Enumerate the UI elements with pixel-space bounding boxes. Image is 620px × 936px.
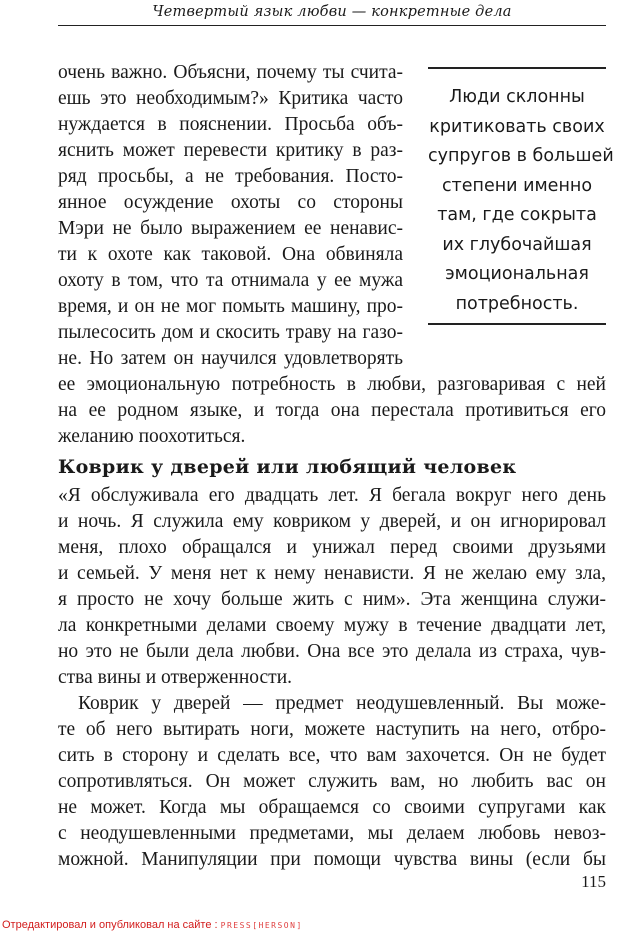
- footer-credit: [2, 919, 303, 931]
- body-line: не может. Когда мы обращаемся со своими супругами как: [58, 797, 606, 818]
- pull-quote-top-rule: [428, 67, 606, 69]
- body-line: Мэри не было выражением ее ненавис-: [58, 218, 403, 239]
- pull-quote: [428, 83, 614, 319]
- pull-quote-line: степени именно: [441, 175, 593, 196]
- pull-quote-line: их глубочайшая: [442, 234, 592, 255]
- body-line: янное осуждение охоты со стороны: [58, 192, 403, 213]
- pull-quote-line: там, где сокрыта: [437, 205, 597, 225]
- body-line: меня, плохо обращался и унижал перед своими друзьями: [58, 537, 606, 558]
- body-line: Коврик у дверей — предмет неодушевленный. Вы може-: [78, 693, 606, 714]
- body-line: и семьей. У меня нет к нему ненависти. Я не желаю ему зла,: [58, 563, 606, 584]
- body-line: желанию поохотиться.: [58, 426, 246, 447]
- body-line: ее эмоциональную потребность в любви, разговаривая с ней: [58, 374, 606, 395]
- section-heading: Коврик у дверей или любящий человек: [58, 456, 517, 478]
- pull-quote-line: Люди склонны: [449, 87, 585, 107]
- body-line: ства вины и отверженности.: [58, 667, 292, 688]
- body-line: я просто не хочу больше жить с ним». Эта женщина служи-: [58, 589, 606, 610]
- pull-quote-line: супругов в большей: [428, 146, 614, 166]
- body-line: пылесосить дом и скосить траву на газо-: [58, 322, 403, 343]
- body-line: ти к охоте как таковой. Она обвиняла: [58, 244, 403, 265]
- body-line: охоту в том, что та отнимала у ее мужа: [58, 270, 403, 291]
- body-line: «Я обслуживала его двадцать лет. Я бегала вокруг него день: [58, 485, 606, 506]
- page-number: 115: [581, 872, 606, 891]
- body-line: не. Но затем он научился удовлетворять: [58, 348, 403, 369]
- body-line: ряд просьбы, а не требования. Посто-: [58, 166, 403, 187]
- body-line: сить в сторону и сделать все, что вам захочется. Он не будет: [58, 745, 606, 766]
- running-header: Четвертый язык любви — конкретные дела: [152, 4, 512, 20]
- body-line: ла конкретными делами своему мужу в течение двадцати лет,: [58, 615, 606, 636]
- body-line: нуждается в пояснении. Просьба объ-: [58, 114, 403, 135]
- credit-text: Отредактировал и опубликовал на сайте :: [2, 919, 221, 931]
- pull-quote-line: эмоциональная: [445, 264, 589, 284]
- body-line: яснить может перевести критику в раз-: [58, 140, 403, 161]
- pull-quote-bottom-rule: [428, 323, 606, 325]
- body-line: те об него вытирать ноги, можете наступить на него, отбро-: [58, 719, 606, 740]
- body-line: и ночь. Я служила ему ковриком у дверей, и он игнорировал: [58, 511, 606, 532]
- body-line: очень важно. Объясни, почему ты счита-: [58, 62, 403, 83]
- body-line: на ее родном языке, и тогда она перестала противиться его: [58, 400, 606, 421]
- body-line: с неодушевленными предметами, мы делаем любовь невоз-: [58, 823, 606, 844]
- body-line: сопротивляться. Он может служить вам, но любить вас он: [58, 771, 606, 792]
- site-logo: PRESS[HERSON]: [220, 921, 303, 930]
- header-rule: [58, 25, 606, 26]
- body-line: можной. Манипуляции при помощи чувства вины (если бы: [58, 849, 606, 870]
- body-line: время, и он не мог помыть машину, про-: [58, 296, 403, 317]
- body-line: но это не были дела любви. Она все это делала из страха, чув-: [58, 641, 606, 662]
- pull-quote-line: критиковать своих: [429, 116, 605, 137]
- body-line: ешь это необходимым?» Критика часто: [58, 88, 403, 109]
- pull-quote-line: потребность.: [455, 293, 579, 314]
